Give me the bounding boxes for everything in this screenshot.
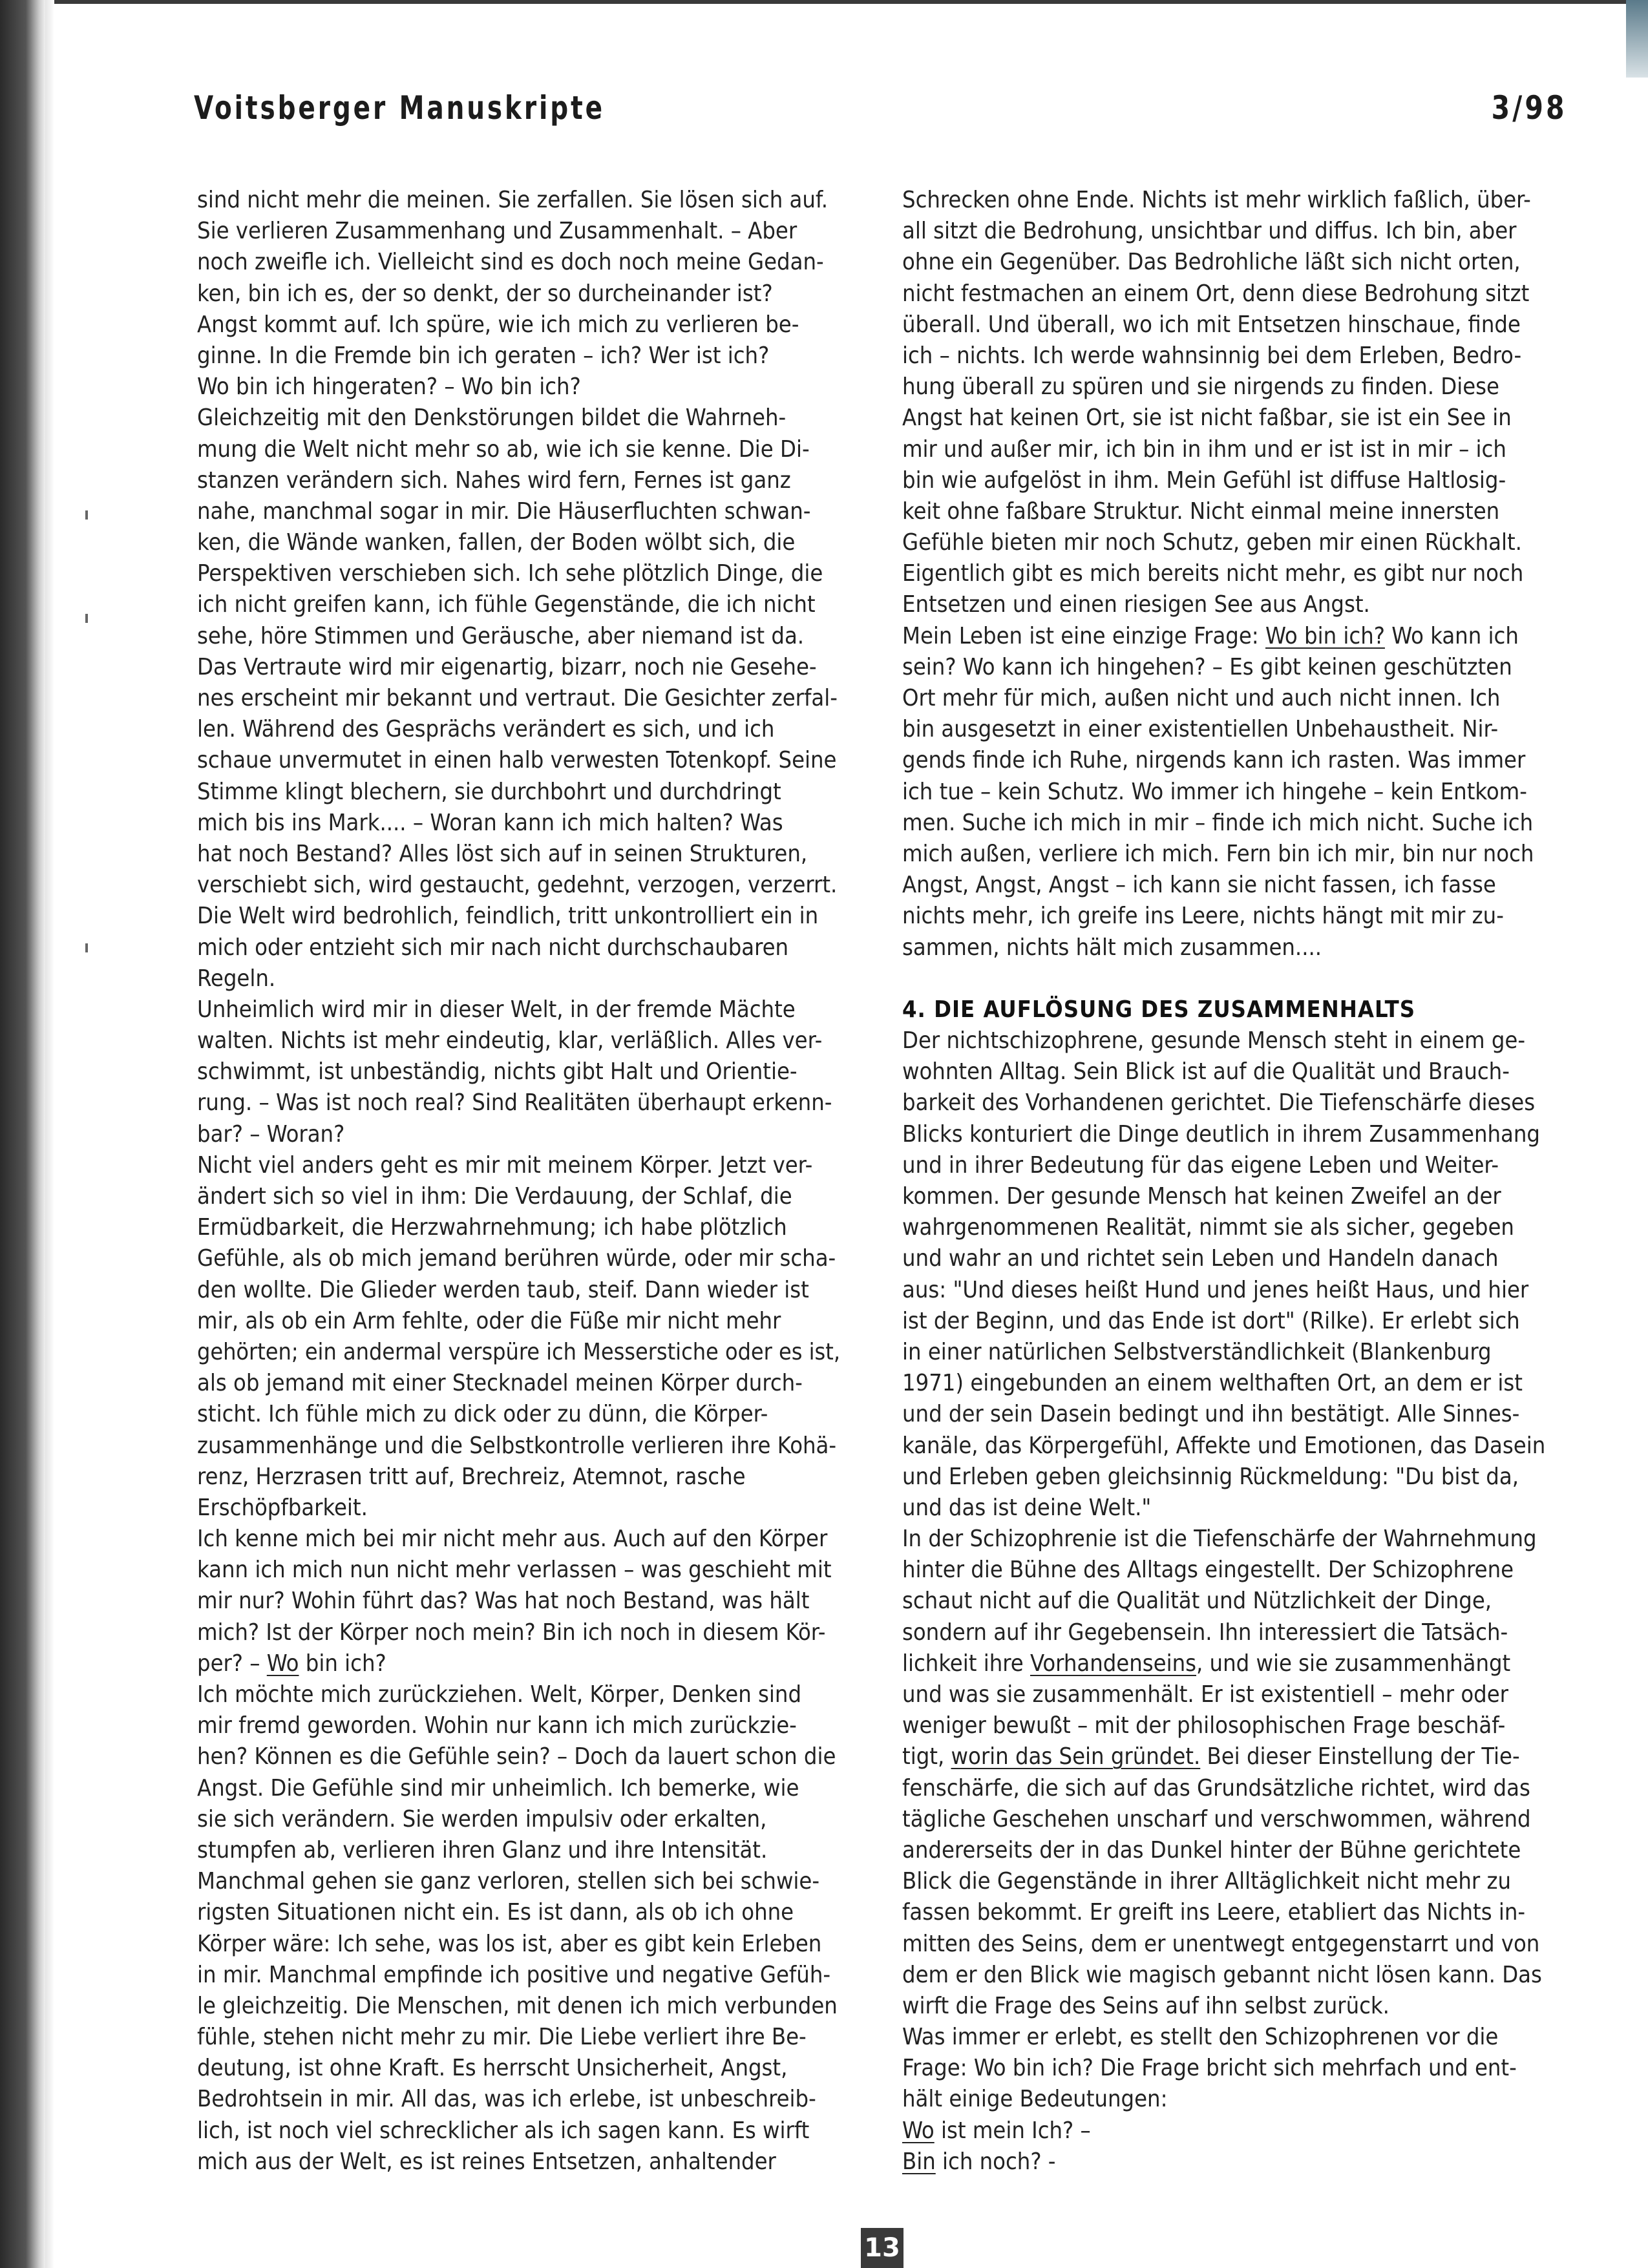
text-line: sondern auf ihr Gegebensein. Ihn interessiert die Tatsäch-: [902, 1619, 1508, 1646]
text-line: all sitzt die Bedrohung, unsichtbar und diffus. Ich bin, aber: [902, 218, 1517, 245]
text-line: Das Vertraute wird mir eigenartig, bizarr, noch nie Gesehe-: [197, 653, 817, 680]
text-line: schaue unvermutet in einen halb verwesten Totenkopf. Seine: [197, 747, 837, 774]
text-line: Bin ich noch? -: [902, 2148, 1056, 2175]
text-line: Angst, Angst, Angst – ich kann sie nicht fassen, ich fasse: [902, 872, 1496, 899]
text-line: nicht festmachen an einem Ort, denn diese Bedrohung sitzt: [902, 280, 1530, 307]
text-line: sein? Wo kann ich hingehen? – Es gibt keinen geschützten: [902, 653, 1512, 680]
text-line: Angst. Die Gefühle sind mir unheimlich. Ich bemerke, wie: [197, 1774, 799, 1801]
text-line: aus: "Und dieses heißt Hund und jenes heißt Haus, und hier: [902, 1276, 1529, 1303]
text-line: kann ich mich nun nicht mehr verlassen – was geschieht mit: [197, 1557, 832, 1584]
text-line: verschiebt sich, wird gestaucht, gedehnt, verzogen, verzerrt.: [197, 872, 838, 899]
text-line: bin wie aufgelöst in ihm. Mein Gefühl ist diffuse Haltlosig-: [902, 467, 1506, 494]
text-line: fassen bekommt. Er greift ins Leere, etabliert das Nichts in-: [902, 1899, 1526, 1926]
page-corner: [1626, 0, 1648, 78]
text-line: Ort mehr für mich, außen nicht und auch nicht innen. Ich: [902, 685, 1501, 711]
text-line: bar? – Woran?: [197, 1120, 345, 1148]
margin-mark: [85, 614, 88, 623]
text-line: per? – Wo bin ich?: [197, 1650, 386, 1677]
text-line: mung die Welt nicht mehr so ab, wie ich sie kenne. Die Di-: [197, 436, 810, 463]
text-line: und Erleben geben gleichsinnig Rückmeldung: "Du bist da,: [902, 1463, 1519, 1490]
text-line: ken, bin ich es, der so denkt, der so durcheinander ist?: [197, 280, 773, 307]
text-line: Gefühle, als ob mich jemand berühren würde, oder mir scha-: [197, 1245, 836, 1272]
text-line: stanzen verändern sich. Nahes wird fern, Fernes ist ganz: [197, 467, 791, 494]
text-line: wahrgenommenen Realität, nimmt sie als sicher, gegeben: [902, 1214, 1514, 1241]
text-line: schwimmt, ist unbeständig, nichts gibt Halt und Orientie-: [197, 1058, 798, 1086]
text-line: tägliche Geschehen unscharf und verschwommen, während: [902, 1805, 1531, 1832]
text-line: rung. – Was ist noch real? Sind Realitäten überhaupt erkenn-: [197, 1089, 832, 1117]
text-line: stumpfen ab, verlieren ihren Glanz und ihre Intensität.: [197, 1836, 768, 1864]
top-edge: [54, 0, 1648, 4]
text-line: Schrecken ohne Ende. Nichts ist mehr wirklich faßlich, über-: [902, 187, 1531, 213]
text-line: Bedrohtsein in mir. All das, was ich erlebe, ist unbeschreib-: [197, 2086, 816, 2113]
text-line: mich außen, verliere ich mich. Fern bin ich mir, bin nur noch: [902, 840, 1534, 867]
text-line: kommen. Der gesunde Mensch hat keinen Zweifel an der: [902, 1183, 1501, 1210]
text-line: lichkeit ihre Vorhandenseins, und wie sie zusammenhängt: [902, 1650, 1511, 1677]
text-line: Körper wäre: Ich sehe, was los ist, aber es gibt kein Erleben: [197, 1930, 822, 1957]
text-line: Sie verlieren Zusammenhang und Zusammenhalt. – Aber: [197, 218, 798, 245]
text-line: Entsetzen und einen riesigen See aus Angst.: [902, 591, 1370, 618]
left-column: [197, 185, 840, 2178]
text-line: und was sie zusammenhält. Er ist existentiell – mehr oder: [902, 1681, 1508, 1708]
text-line: gehörten; ein andermal verspüre ich Messerstiche oder es ist,: [197, 1338, 840, 1365]
text-line: Stimme klingt blechern, sie durchbohrt und durchdringt: [197, 778, 781, 805]
text-line: Angst kommt auf. Ich spüre, wie ich mich zu verlieren be-: [197, 311, 799, 338]
text-line: mich? Ist der Körper noch mein? Bin ich noch in diesem Kör-: [197, 1619, 826, 1646]
text-line: Was immer er erlebt, es stellt den Schizophrenen vor die: [902, 2024, 1499, 2051]
text-line: und das ist deine Welt.": [902, 1494, 1152, 1521]
text-line: Ich kenne mich bei mir nicht mehr aus. Auch auf den Körper: [197, 1526, 828, 1553]
text-line: und in ihrer Bedeutung für das eigene Leben und Weiter-: [902, 1151, 1499, 1179]
text-line: deutung, ist ohne Kraft. Es herrscht Unsicherheit, Angst,: [197, 2055, 788, 2082]
page-number: 13: [861, 2228, 903, 2268]
text-line: noch zweifle ich. Vielleicht sind es doch noch meine Gedan-: [197, 249, 824, 276]
text-line: mir fremd geworden. Wohin nur kann ich mich zurückzie-: [197, 1712, 797, 1739]
text-line: len. Während des Gesprächs verändert es sich, und ich: [197, 716, 775, 743]
text-line: Wo bin ich hingeraten? – Wo bin ich?: [197, 373, 581, 401]
text-line: mir und außer mir, ich bin in ihm und er ist ist in mir – ich: [902, 436, 1506, 463]
text-line: Manchmal gehen sie ganz verloren, stellen sich bei schwie-: [197, 1868, 820, 1895]
text-line: mitten des Seins, dem er unentwegt entgegenstarrt und von: [902, 1930, 1540, 1957]
text-line: hen? Können es die Gefühle sein? – Doch da lauert schon die: [197, 1743, 836, 1770]
journal-title: Voitsberger Manuskripte: [194, 89, 605, 127]
text-line: Perspektiven verschieben sich. Ich sehe plötzlich Dinge, die: [197, 560, 823, 587]
text-line: Regeln.: [197, 965, 276, 992]
issue-number: 3/98: [1492, 89, 1567, 127]
text-line: Angst hat keinen Ort, sie ist nicht faßbar, sie ist ein See in: [902, 404, 1512, 432]
text-line: ken, die Wände wanken, fallen, der Boden wölbt sich, die: [197, 529, 796, 556]
text-line: keit ohne faßbare Struktur. Nicht einmal meine innersten: [902, 498, 1500, 525]
text-line: gends finde ich Ruhe, nirgends kann ich rasten. Was immer: [902, 747, 1526, 774]
text-line: Mein Leben ist eine einzige Frage: Wo bin ich? Wo kann ich: [902, 622, 1519, 649]
text-line: Nicht viel anders geht es mir mit meinem Körper. Jetzt ver-: [197, 1151, 813, 1179]
binding-shadow: [45, 0, 54, 2268]
text-line: weniger bewußt – mit der philosophischen Frage beschäf-: [902, 1712, 1506, 1739]
text-line: andererseits der in das Dunkel hinter der Bühne gerichtete: [902, 1836, 1521, 1864]
text-line: wohnten Alltag. Sein Blick ist auf die Qualität und Brauch-: [902, 1058, 1510, 1086]
text-line: hung überall zu spüren und sie nirgends zu finden. Diese: [902, 373, 1499, 401]
text-line: mich bis ins Mark.... – Woran kann ich mich halten? Was: [197, 809, 783, 836]
text-line: lich, ist noch viel schrecklicher als ich sagen kann. Es wirft: [197, 2117, 810, 2144]
text-line: sehe, höre Stimmen und Geräusche, aber niemand ist da.: [197, 622, 805, 649]
text-line: Frage: Wo bin ich? Die Frage bricht sich mehrfach und ent-: [902, 2055, 1517, 2082]
text-line: Die Welt wird bedrohlich, feindlich, tritt unkontrolliert ein in: [197, 903, 819, 930]
text-line: schaut nicht auf die Qualität und Nützlichkeit der Dinge,: [902, 1588, 1492, 1615]
text-line: sticht. Ich fühle mich zu dick oder zu dünn, die Körper-: [197, 1401, 768, 1428]
text-line: fühle, stehen nicht mehr zu mir. Die Liebe verliert ihre Be-: [197, 2024, 807, 2051]
text-line: und der sein Dasein bedingt und ihn bestätigt. Alle Sinnes-: [902, 1401, 1520, 1428]
text-line: sind nicht mehr die meinen. Sie zerfallen. Sie lösen sich auf.: [197, 187, 828, 213]
section-gap: [902, 963, 1568, 994]
text-line: rigsten Situationen nicht ein. Es ist dann, als ob ich ohne: [197, 1899, 794, 1926]
text-line: Blick die Gegenstände in ihrer Alltäglichkeit nicht mehr zu: [902, 1868, 1511, 1895]
page-header: [194, 89, 1567, 134]
text-line: ginne. In die Fremde bin ich geraten – ich? Wer ist ich?: [197, 342, 770, 369]
text-line: Gleichzeitig mit den Denkstörungen bildet die Wahrneh-: [197, 404, 787, 432]
text-line: men. Suche ich mich in mir – finde ich mich nicht. Suche ich: [902, 809, 1534, 836]
text-line: ist der Beginn, und das Ende ist dort" (Rilke). Er erlebt sich: [902, 1307, 1520, 1334]
text-line: In der Schizophrenie ist die Tiefenschärfe der Wahrnehmung: [902, 1526, 1537, 1553]
text-line: 1971) eingebunden an einem welthaften Ort, an dem er ist: [902, 1370, 1523, 1397]
text-line: wirft die Frage des Seins auf ihn selbst zurück.: [902, 1992, 1389, 2019]
text-line: als ob jemand mit einer Stecknadel meinen Körper durch-: [197, 1370, 803, 1397]
text-line: Eigentlich gibt es mich bereits nicht mehr, es gibt nur noch: [902, 560, 1524, 587]
text-line: nichts mehr, ich greife ins Leere, nichts hängt mit mir zu-: [902, 903, 1504, 930]
text-line: nahe, manchmal sogar in mir. Die Häuserfluchten schwan-: [197, 498, 811, 525]
text-line: mir nur? Wohin führt das? Was hat noch Bestand, was hält: [197, 1588, 810, 1615]
text-line: barkeit des Vorhandenen gerichtet. Die Tiefenschärfe dieses: [902, 1089, 1536, 1117]
text-line: renz, Herzrasen tritt auf, Brechreiz, Atemnot, rasche: [197, 1463, 746, 1490]
text-line: kanäle, das Körpergefühl, Affekte und Emotionen, das Dasein: [902, 1432, 1546, 1459]
text-line: le gleichzeitig. Die Menschen, mit denen ich mich verbunden: [197, 1992, 838, 2019]
text-line: hat noch Bestand? Alles löst sich auf in seinen Strukturen,: [197, 840, 808, 867]
text-line: und wahr an und richtet sein Leben und Handeln danach: [902, 1245, 1499, 1272]
text-line: nes erscheint mir bekannt und vertraut. Die Gesichter zerfal-: [197, 685, 838, 711]
text-line: in mir. Manchmal empfinde ich positive und negative Gefüh-: [197, 1961, 831, 1988]
text-line: dem er den Blick wie magisch gebannt nicht lösen kann. Das: [902, 1961, 1542, 1988]
text-line: ich nicht greifen kann, ich fühle Gegenstände, die ich nicht: [197, 591, 816, 618]
margin-mark: [85, 943, 88, 952]
text-line: Der nichtschizophrene, gesunde Mensch steht in einem ge-: [902, 1027, 1526, 1055]
text-line: fenschärfe, die sich auf das Grundsätzliche richtet, wird das: [902, 1774, 1530, 1801]
text-line: mich oder entzieht sich mir nach nicht durchschaubaren: [197, 934, 789, 961]
text-line: in einer natürlichen Selbstverständlichkeit (Blankenburg: [902, 1338, 1492, 1365]
text-line: mir, als ob ein Arm fehlte, oder die Füße mir nicht mehr: [197, 1307, 781, 1334]
text-line: Ermüdbarkeit, die Herzwahrnehmung; ich habe plötzlich: [197, 1214, 787, 1241]
text-line: Ich möchte mich zurückziehen. Welt, Körper, Denken sind: [197, 1681, 802, 1708]
text-line: walten. Nichts ist mehr eindeutig, klar, verläßlich. Alles ver-: [197, 1027, 823, 1055]
text-line: hält einige Bedeutungen:: [902, 2086, 1168, 2113]
margin-mark: [85, 510, 88, 520]
text-line: mich aus der Welt, es ist reines Entsetzen, anhaltender: [197, 2148, 776, 2175]
text-line: sammen, nichts hält mich zusammen....: [902, 934, 1322, 961]
text-line: hinter die Bühne des Alltags eingestellt. Der Schizophrene: [902, 1557, 1514, 1584]
text-line: Unheimlich wird mir in dieser Welt, in der fremde Mächte: [197, 996, 796, 1023]
book-binding: [0, 0, 45, 2268]
text-line: ich tue – kein Schutz. Wo immer ich hingehe – kein Entkom-: [902, 778, 1527, 805]
text-line: bin ausgesetzt in einer existentiellen Unbehaustheit. Nir-: [902, 716, 1499, 743]
text-line: Wo ist mein Ich? –: [902, 2117, 1091, 2144]
text-line: sie sich verändern. Sie werden impulsiv oder erkalten,: [197, 1805, 767, 1832]
right-column: [902, 185, 1568, 2178]
text-line: ändert sich so viel in ihm: Die Verdauung, der Schlaf, die: [197, 1183, 792, 1210]
text-line: Blicks konturiert die Dinge deutlich in ihrem Zusammenhang: [902, 1120, 1540, 1148]
text-line: zusammenhänge und die Selbstkontrolle verlieren ihre Kohä-: [197, 1432, 837, 1459]
text-line: den wollte. Die Glieder werden taub, steif. Dann wieder ist: [197, 1276, 809, 1303]
text-line: Erschöpfbarkeit.: [197, 1494, 368, 1521]
text-line: ich – nichts. Ich werde wahnsinnig bei dem Erleben, Bedro-: [902, 342, 1522, 369]
text-line: überall. Und überall, wo ich mit Entsetzen hinschaue, finde: [902, 311, 1521, 338]
text-line: tigt, worin das Sein gründet. Bei dieser Einstellung der Tie-: [902, 1743, 1520, 1770]
text-line: ohne ein Gegenüber. Das Bedrohliche läßt sich nicht orten,: [902, 249, 1521, 276]
text-line: Gefühle bieten mir noch Schutz, geben mir einen Rückhalt.: [902, 529, 1522, 556]
section-heading: 4. DIE AUFLÖSUNG DES ZUSAMMENHALTS: [902, 996, 1416, 1023]
